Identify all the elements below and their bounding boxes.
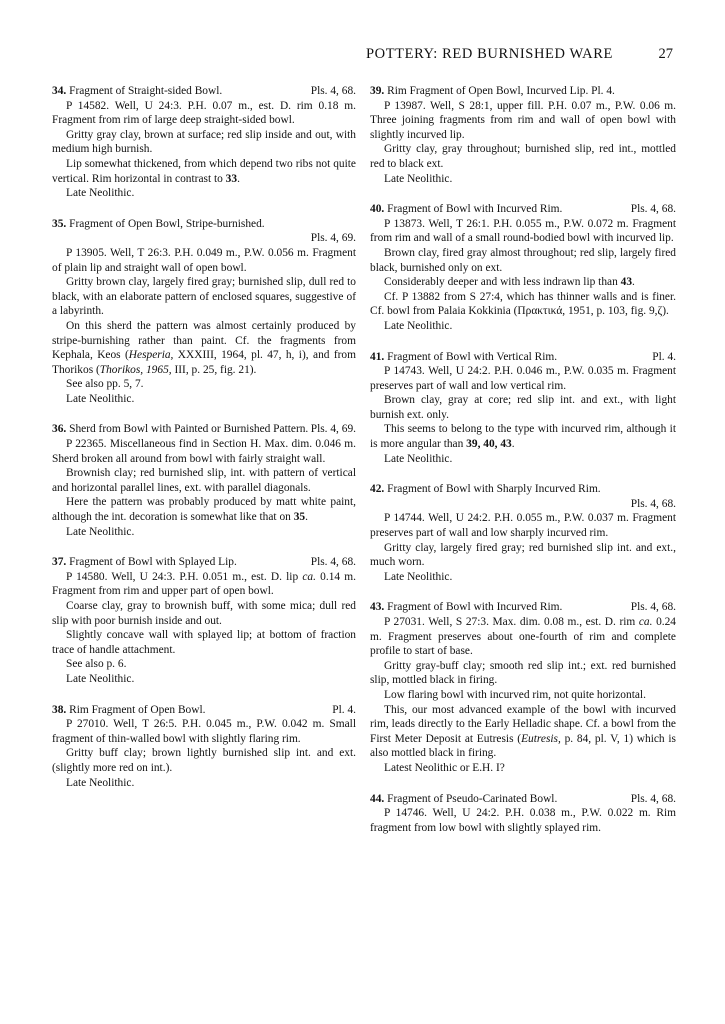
entry-heading: 42. Fragment of Bowl with Sharply Incurved Rim.: [370, 483, 601, 496]
catalogue-entry-34: [52, 84, 356, 201]
entry-fabric: Gritty clay, gray throughout; burnished slip, red int., mottled red to black ext.: [370, 143, 676, 170]
entry-heading: 38. Rim Fragment of Open Bowl. Pl. 4.: [52, 703, 356, 716]
entry-fabric: Gritty gray clay, brown at surface; red slip inside and out, with medium high burnish.: [52, 128, 356, 156]
entry-see-also: See also pp. 5, 7.: [66, 378, 144, 391]
entry-description: P 14580. Well, U 24:3. P.H. 0.051 m., est. D. lip ca. 0.14 m. Fragment from rim and upper part of open bowl.: [52, 570, 357, 598]
page-number: 27: [658, 46, 673, 62]
entry-heading: 40. Fragment of Bowl with Incurved Rim. Pls. 4, 68.: [370, 203, 676, 216]
running-title: POTTERY: RED BURNISHED WARE: [365, 46, 613, 62]
entry-plates: Pls. 4, 69.: [310, 232, 356, 245]
entry-heading: 44. Fragment of Pseudo-Carinated Bowl. Pls. 4, 68.: [370, 792, 676, 805]
entry-date: Late Neolithic.: [66, 525, 135, 538]
entry-commentary: Considerably deeper and with less indrawn lip than 43.: [384, 276, 635, 289]
entry-description: P 14743. Well, U 24:2. P.H. 0.046 m., P.W. 0.035 m. Fragment preserves part of wall and low vertical rim.: [370, 365, 676, 392]
entry-fabric: Brownish clay; red burnished slip, int. with pattern of vertical and horizontal parallel lines, ext. with parallel diagonals.: [52, 467, 356, 494]
entry-date: Late Neolithic.: [384, 570, 453, 583]
catalogue-entry-43: [370, 600, 676, 775]
entry-comparanda: Cf. P 13882 from S 27:4, which has thinner walls and is finer. Cf. bowl from Palaia Kokkinia (Πρακτικά, 1951, p. 103, fig. 9,ζ).: [370, 290, 676, 318]
entry-heading: 35. Fragment of Open Bowl, Stripe-burnished.: [52, 217, 265, 230]
entry-date: Late Neolithic.: [384, 172, 453, 185]
entry-date: Late Neolithic.: [66, 776, 135, 789]
entry-see-also: See also p. 6.: [66, 658, 127, 671]
entry-description: P 22365. Miscellaneous find in Section H. Max. dim. 0.046 m. Sherd broken all around from bowl with fairly straight wall.: [52, 438, 356, 465]
entry-description: P 14746. Well, U 24:2. P.H. 0.038 m., P.W. 0.022 m. Rim fragment from low bowl with slightly splayed rim.: [370, 807, 676, 834]
catalogue-entry-39: [370, 84, 676, 186]
catalogue-entry-37: [52, 555, 356, 686]
left-column: [52, 84, 356, 806]
entry-date: Latest Neolithic or E.H. I?: [384, 761, 505, 774]
entry-date: Late Neolithic.: [384, 319, 453, 332]
entry-heading: 41. Fragment of Bowl with Vertical Rim. Pl. 4.: [370, 350, 676, 363]
entry-plates: Pls. 4, 68.: [630, 497, 676, 510]
entry-commentary: On this sherd the pattern was almost certainly produced by stripe-burnishing rather than paint. Cf. the fragments from Kephala, Keos (Hesperia, XXXIII, 1964, pl. 47, h, i), and from Thorikos (Thorikos, 1965, III, p. 25, fig. 21).: [52, 319, 356, 376]
entry-heading: 39. Rim Fragment of Open Bowl, Incurved Lip. Pl. 4.: [370, 85, 615, 97]
entry-heading: 43. Fragment of Bowl with Incurved Rim. Pls. 4, 68.: [370, 601, 676, 614]
entry-description: P 27031. Well, S 27:3. Max. dim. 0.08 m., est. D. rim ca. 0.24 m. Fragment preserves about one-fourth of rim and complete profile to start of base.: [370, 616, 676, 658]
entry-fabric: Coarse clay, gray to brownish buff, with some mica; dull red slip with poor burnish inside and out.: [52, 600, 356, 627]
entry-commentary: Here the pattern was probably produced by matt white paint, although the int. decoration is somewhat like that on 35.: [52, 496, 356, 524]
catalogue-entry-40: [370, 202, 676, 333]
entry-heading: 36. Sherd from Bowl with Painted or Burnished Pattern. Pls. 4, 69.: [52, 423, 356, 436]
entry-heading: 34. Fragment of Straight-sided Bowl. Pls. 4, 68.: [52, 85, 356, 97]
catalogue-entry-41: [370, 350, 676, 467]
entry-fabric: Gritty clay, largely fired gray; red burnished slip int. and ext., much worn.: [370, 541, 676, 569]
catalogue-entry-36: [52, 422, 356, 539]
entry-heading: 37. Fragment of Bowl with Splayed Lip. Pls. 4, 68.: [52, 556, 356, 569]
entry-date: Late Neolithic.: [66, 672, 135, 685]
entry-commentary: This seems to belong to the type with incurved rim, although it is more angular than 39, 40, 43.: [370, 423, 676, 451]
entry-commentary: This, our most advanced example of the bowl with incurved rim, leads directly to the Early Helladic shape. Cf. a bowl from the First Meter Deposit at Eutresis (Eutresis, p. 84, pl. V, 1) which is also mottled black in firing.: [370, 703, 676, 760]
entry-fabric: Gritty brown clay, largely fired gray; burnished slip, dull red to black, with an elaborate pattern of enclosed squares, suggestive of a labyrinth.: [52, 276, 356, 318]
entry-fabric: Gritty gray-buff clay; smooth red slip int.; ext. red burnished slip, mottled black in firing.: [370, 659, 676, 687]
entry-date: Late Neolithic.: [66, 187, 135, 200]
entry-fabric: Gritty buff clay; brown lightly burnished slip int. and ext. (slightly more red on int.).: [52, 747, 356, 774]
catalogue-entry-44: [370, 792, 676, 836]
catalogue-entry-42: [370, 482, 676, 584]
entry-date: Late Neolithic.: [384, 452, 453, 465]
entry-description: P 14582. Well, U 24:3. P.H. 0.07 m., est. D. rim 0.18 m. Fragment from rim of large deep straight-sided bowl.: [52, 99, 356, 127]
entry-description: P 13987. Well, S 28:1, upper fill. P.H. 0.07 m., P.W. 0.06 m. Three joining fragments from rim and wall of open bowl with slightly incurved lip.: [370, 99, 676, 141]
catalogue-entry-35: [52, 217, 356, 407]
entry-commentary: Slightly concave wall with splayed lip; at bottom of fraction trace of handle attachment.: [52, 629, 356, 656]
entry-description: P 13873. Well, T 26:1. P.H. 0.055 m., P.W. 0.072 m. Fragment from rim and wall of a small round-bodied bowl with incurved lip.: [370, 217, 676, 245]
right-column: [370, 84, 676, 851]
entry-description: P 27010. Well, T 26:5. P.H. 0.045 m., P.W. 0.042 m. Small fragment of thin-walled bowl with slightly flaring rim.: [52, 718, 356, 745]
page-header: [52, 46, 673, 66]
catalogue-entry-38: [52, 703, 356, 791]
entry-date: Late Neolithic.: [66, 392, 135, 405]
entry-fabric: Brown clay, gray at core; red slip int. and ext., with light burnish ext. only.: [370, 394, 676, 421]
entry-fabric: Brown clay, fired gray almost throughout; red slip, largely fired black, burnished only on ext.: [370, 246, 676, 274]
entry-commentary: Lip somewhat thickened, from which depend two ribs not quite vertical. Rim horizontal in contrast to 33.: [52, 157, 356, 185]
entry-shape: Low flaring bowl with incurved rim, not quite horizontal.: [384, 688, 646, 701]
entry-description: P 13905. Well, T 26:3. P.H. 0.049 m., P.W. 0.056 m. Fragment of plain lip and straight wall of open bowl.: [52, 246, 356, 274]
entry-description: P 14744. Well, U 24:2. P.H. 0.055 m., P.W. 0.037 m. Fragment preserves part of wall and low sharply incurved rim.: [370, 512, 676, 540]
